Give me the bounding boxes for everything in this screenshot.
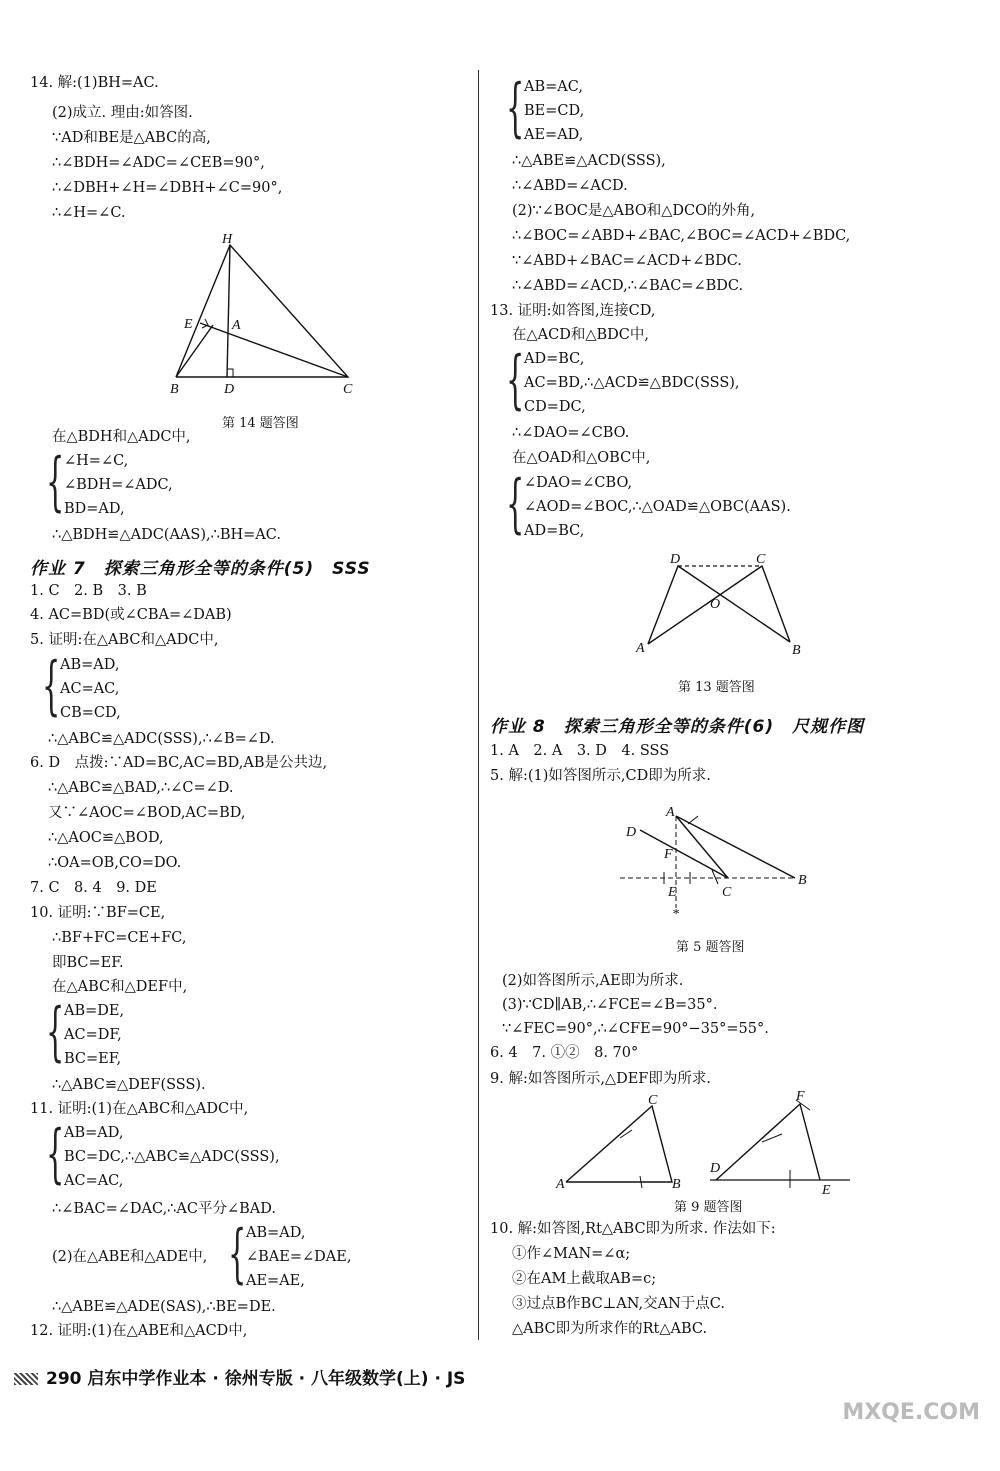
text-line: CD=DC, (524, 399, 586, 415)
text-line: ③过点B作BC⊥AN,交AN于点C. (512, 1296, 725, 1312)
text-line: (3)∵CD∥AB,∴∠FCE=∠B=35°. (502, 997, 718, 1013)
text-line: 5. 解:(1)如答图所示,CD即为所求. (490, 768, 711, 784)
brace: { (46, 1117, 65, 1191)
text-line: ∴∠ABD=∠ACD. (512, 178, 628, 194)
text-line: 10. 解:如答图,Rt△ABC即为所求. 作法如下: (490, 1221, 776, 1237)
text-line: ∠DAO=∠CBO, (524, 475, 633, 491)
text-line: ∴BF+FC=CE+FC, (52, 930, 187, 946)
text-line: ∴∠BDH=∠ADC=∠CEB=90°, (52, 155, 265, 171)
text-line: AC=AC, (64, 1173, 124, 1189)
brace: { (506, 71, 525, 145)
brace: { (506, 467, 525, 541)
label-A: A (666, 805, 675, 820)
figure-13 (630, 552, 820, 658)
brace: { (46, 995, 65, 1069)
text-line: 7. C 8. 4 9. DE (30, 880, 157, 896)
text-line: AB=AD, (60, 657, 120, 673)
text-line: BC=EF, (64, 1051, 122, 1067)
text-line: 14. 解:(1)BH=AC. (30, 75, 159, 91)
text-line: 又∵∠AOC=∠BOD,AC=BD, (48, 805, 246, 821)
figure-5 (620, 800, 810, 930)
text-line: 9. 解:如答图所示,△DEF即为所求. (490, 1071, 711, 1087)
text-line: △ABC即为所求作的Rt△ABC. (512, 1321, 708, 1337)
text-line: AB=AD, (246, 1225, 306, 1241)
text-line: (2)在△ABE和△ADE中, (52, 1249, 208, 1265)
text-line: ∴∠BAC=∠DAC,∴AC平分∠BAD. (52, 1201, 276, 1217)
column-divider (478, 70, 479, 1340)
label-A: A (556, 1177, 565, 1192)
footer-pattern-icon (14, 1373, 38, 1385)
text-line: ∴△AOC≌△BOD, (48, 830, 164, 846)
text-line: AC=AC, (60, 681, 120, 697)
text-line: 13. 证明:如答图,连接CD, (490, 303, 656, 319)
label-H: H (222, 232, 233, 247)
text-line: BE=CD, (524, 103, 585, 119)
text-line: ∠BDH=∠ADC, (64, 477, 173, 493)
text-line: ∴∠DBH+∠H=∠DBH+∠C=90°, (52, 180, 283, 196)
label-E: E (184, 317, 193, 332)
text-line: 在△OAD和△OBC中, (512, 450, 651, 466)
label-F: F (796, 1089, 805, 1104)
figure-9 (556, 1089, 860, 1198)
text-line: 在△ACD和△BDC中, (512, 327, 649, 343)
label-C: C (756, 552, 766, 567)
section-heading: 作业 7 探索三角形全等的条件(5) SSS (30, 559, 371, 579)
text-line: ②在AM上截取AB=c; (512, 1271, 657, 1287)
text-line: ∴△ABC≌△ADC(SSS),∴∠B=∠D. (48, 731, 275, 747)
text-line: ∴△ABC≌△BAD,∴∠C=∠D. (48, 780, 234, 796)
text-line: ∵AD和BE是△ABC的高, (52, 130, 211, 146)
text-line: ①作∠MAN=∠α; (512, 1246, 631, 1262)
text-line: ∠H=∠C, (64, 453, 129, 469)
text-line: 11. 证明:(1)在△ABC和△ADC中, (30, 1101, 249, 1117)
text-line: ∠AOD=∠BOC,∴△OAD≌△OBC(AAS). (524, 499, 791, 515)
text-line: ∴△ABC≌△DEF(SSS). (52, 1077, 206, 1093)
text-line: BD=AD, (64, 501, 125, 517)
figure-caption: 第 14 题答图 (222, 416, 299, 431)
text-line: ∵∠FEC=90°,∴∠CFE=90°−35°=55°. (502, 1021, 769, 1037)
section-heading: 作业 8 探索三角形全等的条件(6) 尺规作图 (490, 717, 865, 737)
text-line: AB=DE, (64, 1003, 125, 1019)
brace: { (46, 445, 65, 519)
text-line: 4. AC=BD(或∠CBA=∠DAB) (30, 607, 232, 623)
figure-caption: 第 9 题答图 (674, 1200, 743, 1215)
label-B: B (170, 382, 179, 397)
text-line: AD=BC, (524, 351, 585, 367)
text-line: AE=AD, (524, 127, 584, 143)
text-line: ∠BAE=∠DAE, (246, 1249, 352, 1265)
label-B: B (798, 873, 807, 888)
text-line: BC=DC,∴△ABC≌△ADC(SSS), (64, 1149, 280, 1165)
text-line: 12. 证明:(1)在△ABE和△ACD中, (30, 1323, 248, 1339)
figure-caption: 第 13 题答图 (678, 680, 755, 695)
svg-text:*: * (672, 907, 679, 922)
label-E: E (822, 1183, 831, 1198)
label-D: D (224, 382, 235, 397)
label-D: D (670, 552, 681, 567)
page-footer (14, 1364, 465, 1389)
brace: { (506, 343, 525, 417)
brace: { (42, 649, 61, 723)
text-line: ∴OA=OB,CO=DO. (48, 855, 182, 871)
text-line: ∴∠BOC=∠ABD+∠BAC,∠BOC=∠ACD+∠BDC, (512, 228, 851, 244)
text-line: (2)如答图所示,AE即为所求. (502, 973, 684, 989)
text-line: ∴△BDH≌△ADC(AAS),∴BH=AC. (52, 527, 281, 543)
footer-text: 290 启东中学作业本 · 徐州专版 · 八年级数学(上) · JS (46, 1369, 466, 1389)
text-line: AE=AE, (246, 1273, 305, 1289)
text-line: CB=CD, (60, 705, 121, 721)
text-line: AB=AD, (64, 1125, 124, 1141)
text-line: ∵∠ABD+∠BAC=∠ACD+∠BDC. (512, 253, 742, 269)
label-O: O (710, 597, 721, 612)
label-D: D (710, 1161, 721, 1176)
text-line: 1. A 2. A 3. D 4. SSS (490, 743, 670, 759)
label-A: A (232, 318, 241, 333)
text-line: AD=BC, (524, 523, 585, 539)
text-line: (2)∵∠BOC是△ABO和△DCO的外角, (512, 203, 756, 219)
text-line: ∴∠DAO=∠CBO. (512, 425, 630, 441)
figure-caption: 第 5 题答图 (676, 940, 745, 955)
text-line: AB=AC, (524, 79, 583, 95)
label-C: C (648, 1093, 658, 1108)
text-line: (2)成立. 理由:如答图. (52, 105, 193, 121)
text-line: AC=BD,∴△ACD≌△BDC(SSS), (524, 375, 740, 391)
text-line: 10. 证明:∵BF=CE, (30, 905, 166, 921)
text-line: 1. C 2. B 3. B (30, 583, 147, 599)
label-F: F (664, 847, 673, 862)
label-C: C (722, 885, 732, 900)
label-B: B (672, 1177, 681, 1192)
text-line: ∴△ABE≌△ADE(SAS),∴BE=DE. (52, 1299, 276, 1315)
text-line: AC=DF, (64, 1027, 122, 1043)
text-line: 即BC=EF. (52, 955, 124, 971)
label-C: C (343, 382, 353, 397)
text-line: 在△BDH和△ADC中, (52, 429, 191, 445)
brace: { (228, 1217, 247, 1291)
watermark-logo: MXQE.COM (842, 1400, 980, 1425)
text-line: ∴∠ABD=∠ACD,∴∠BAC=∠BDC. (512, 278, 744, 294)
label-B: B (792, 643, 801, 658)
label-D: D (626, 825, 637, 840)
text-line: 5. 证明:在△ABC和△ADC中, (30, 632, 219, 648)
text-line: ∴△ABE≌△ACD(SSS), (512, 153, 666, 169)
text-line: 6. 4 7. ①② 8. 70° (490, 1045, 639, 1061)
text-line: ∴∠H=∠C. (52, 205, 126, 221)
label-E: E (668, 885, 677, 900)
label-A: A (636, 641, 645, 656)
text-line: 6. D 点拨:∵AD=BC,AC=BD,AB是公共边, (30, 755, 328, 771)
figure-14 (170, 232, 370, 397)
text-line: 在△ABC和△DEF中, (52, 979, 188, 995)
